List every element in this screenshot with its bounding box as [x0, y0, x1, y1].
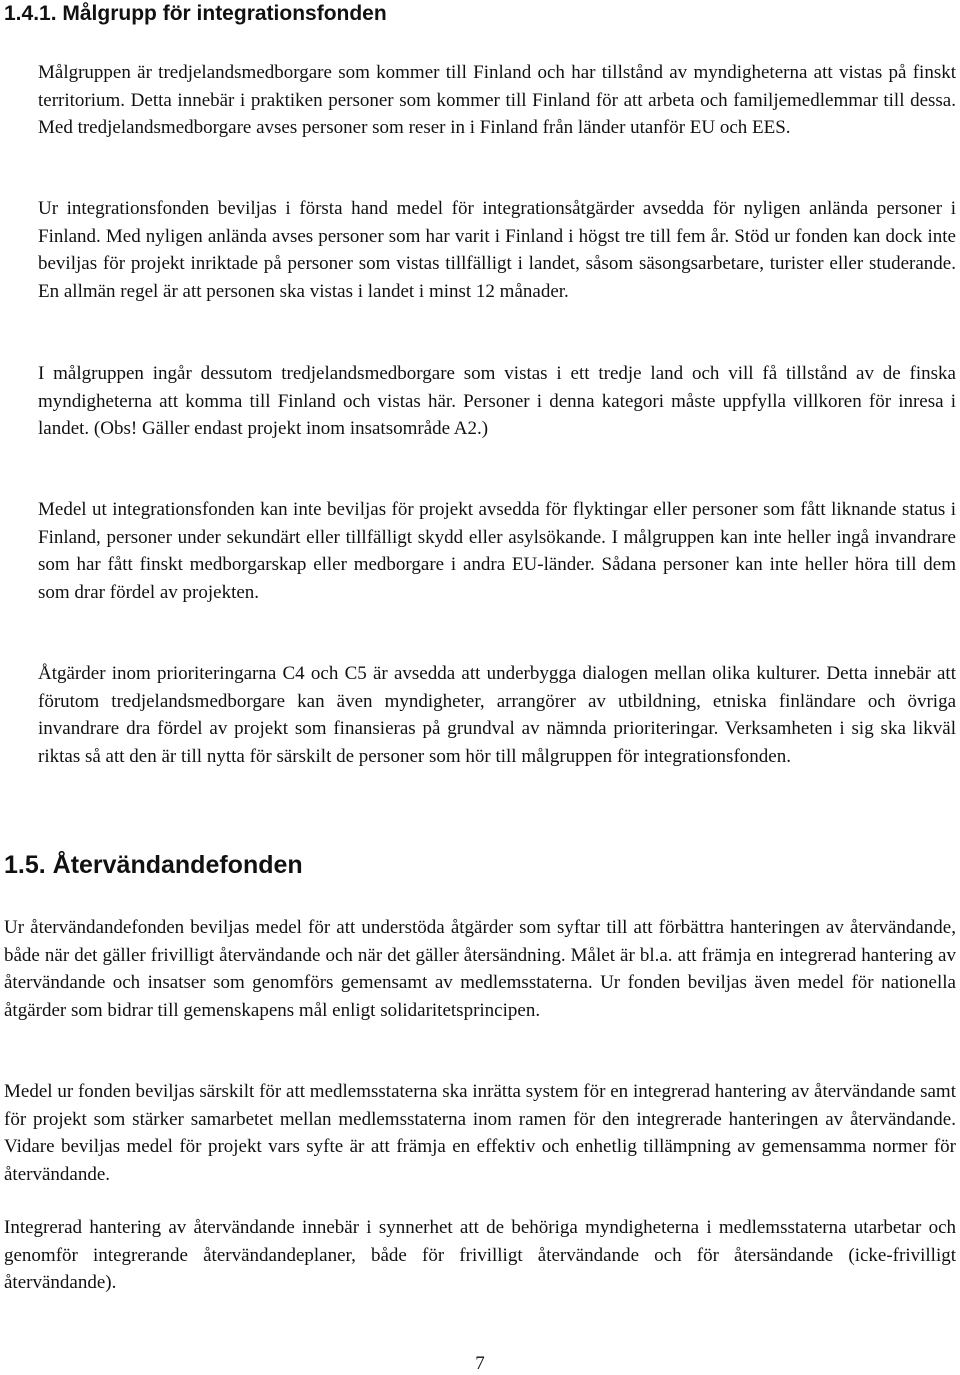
section-heading-1-5: 1.5. Återvändandefonden [4, 851, 303, 879]
page-number: 7 [475, 1353, 485, 1374]
paragraph-integrated-return-management: Integrerad hantering av återvändande innebär i synnerhet att de behöriga myndigheterna i medlemsstaterna utarbetar och genomför integrerande återvändandeplaner, både för frivilligt återvändande och för återsändande (icke-frivilligt återvändande). [4, 1217, 956, 1293]
section-heading-1-4-1: 1.4.1. Målgrupp för integrationsfonden [4, 2, 387, 25]
paragraph-target-group: Målgruppen är tredjelandsmedborgare som kommer till Finland och har tillstånd av myndigheterna att vistas på finskt territorium. Detta innebär i praktiken personer som kommer till Finland för att arbeta och familjemedlemmar till dessa. Med tredjelandsmedborgare avses personer som reser in i Finland från länder utanför EU och EES. [38, 62, 956, 138]
paragraph-excluded-groups: Medel ut integrationsfonden kan inte beviljas för projekt avsedda för flyktingar eller personer som fått liknande status i Finland, personer under sekundärt eller tillfälligt skydd eller asylsökande. I målgruppen kan inte heller ingå invandrare som har fått finskt medborgarskap eller medborgare i andra EU-länder. Sådana personer kan inte heller höra till dem som drar fördel av projekten. [38, 499, 956, 603]
paragraph-integration-measures: Ur integrationsfonden beviljas i första hand medel för integrationsåtgärder avsedda för nyligen anlända personer i Finland. Med nyligen anlända avses personer som har varit i Finland i högst tre till fem år. Stöd ur fonden kan dock inte beviljas för projekt inriktade på personer som vistas tillfälligt i landet, såsom säsongsarbetare, turister eller studerande. En allmän regel är att personen ska vistas i landet i minst 12 månader. [38, 198, 956, 302]
paragraph-third-country-nationals: I målgruppen ingår dessutom tredjelandsmedborgare som vistas i ett tredje land och vill få tillstånd av de finska myndigheterna att komma till Finland och vistas här. Personer i denna kategori måste uppfylla villkoren för inresa i landet. (Obs! Gäller endast projekt inom insatsområde A2.) [38, 363, 956, 439]
paragraph-return-fund-purpose: Ur återvändandefonden beviljas medel för att understöda åtgärder som syftar till att förbättra hanteringen av återvändande, både när det gäller frivilligt återvändande och när det gäller återsändning. Målet är bl.a. att främja en integrerad hantering av återvändande och insatser som genomförs gemensamt av medlemsstaterna. Ur fonden beviljas även medel för nationella åtgärder som bidrar till gemenskapens mål enligt solidaritetsprincipen. [4, 917, 956, 1021]
paragraph-return-fund-grants: Medel ur fonden beviljas särskilt för att medlemsstaterna ska inrätta system för en integrerad hantering av återvändande samt för projekt som stärker samarbetet mellan medlemsstaterna inom ramen för den integrerade hanteringen av återvändande. Vidare beviljas medel för projekt vars syfte är att främja en effektiv och enhetlig tillämpning av gemensamma normer för återvändande. [4, 1081, 956, 1185]
paragraph-intercultural-dialogue: Åtgärder inom prioriteringarna C4 och C5 är avsedda att underbygga dialogen mellan olika kulturer. Detta innebär att förutom tredjelandsmedborgare kan även myndigheter, arrangörer av utbildning, etniska finländare och övriga invandrare dra fördel av projekt som finansieras på grundval av nämnda prioriteringar. Verksamheten i sig ska likväl riktas så att den är till nytta för särskilt de personer som hör till målgruppen för integrationsfonden. [38, 663, 956, 767]
